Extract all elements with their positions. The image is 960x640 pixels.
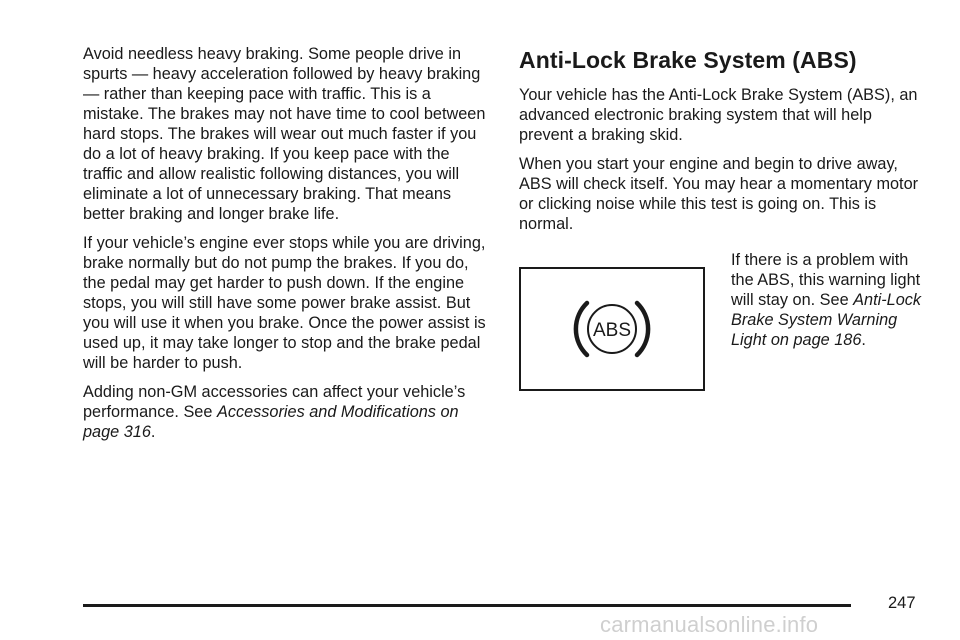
abs-warning-light-icon	[521, 269, 703, 389]
right-column	[519, 44, 922, 390]
paragraph-abs-self-check: When you start your engine and begin to drive away, ABS will check itself. You may hear a momentary motor or clicking noise while this test is going on. This is normal.	[519, 155, 919, 233]
paragraph-engine-stops: If your vehicle’s engine ever stops while you are driving, brake normally but do not pump the brakes. If you do, the pedal may get harder to push down. If the engine stops, you will still have some power brake assist. But you will use it when you brake. Once the power assist is used up, it may take longer to stop and the brake pedal will be harder to push.	[83, 234, 486, 372]
footer-rule	[83, 604, 851, 607]
accessories-text: Adding non-GM accessories can affect your vehicle’s performance. See	[83, 383, 466, 421]
abs-warning-text: If there is a problem with the ABS, this warning light will stay on. See	[731, 251, 921, 309]
abs-icon-label: ABS	[592, 320, 632, 341]
abs-figure-row	[519, 250, 922, 390]
paragraph-accessories	[83, 382, 493, 442]
abs-warning-description	[731, 250, 931, 350]
page-number: 247	[888, 594, 916, 612]
section-heading: Anti-Lock Brake System (ABS)	[519, 47, 857, 73]
paragraph-abs-intro: Your vehicle has the Anti-Lock Brake System (ABS), an advanced electronic braking system that will help prevent a braking skid.	[519, 86, 918, 144]
accessories-end: .	[150, 423, 156, 441]
abs-warning-light-figure	[519, 267, 705, 391]
abs-warning-end: .	[861, 331, 866, 349]
paragraph-heavy-braking: Avoid needless heavy braking. Some people drive in spurts — heavy acceleration followed by heavy braking — rather than keeping pace with traffic. This is a mistake. The brakes may not have time to cool between hard stops. The brakes will wear out much faster if you do a lot of heavy braking. If you keep pace with the traffic and allow realistic following distances, you will eliminate a lot of unnecessary braking. That means better braking and longer brake life.	[83, 45, 486, 223]
abs-warning-reference-link[interactable]: Anti-Lock Brake System Warning Light on page 186	[731, 291, 922, 349]
left-column	[83, 44, 493, 451]
accessories-reference-link[interactable]: Accessories and Modifications on page 316	[83, 403, 459, 441]
watermark: carmanualsonline.info	[600, 612, 819, 637]
